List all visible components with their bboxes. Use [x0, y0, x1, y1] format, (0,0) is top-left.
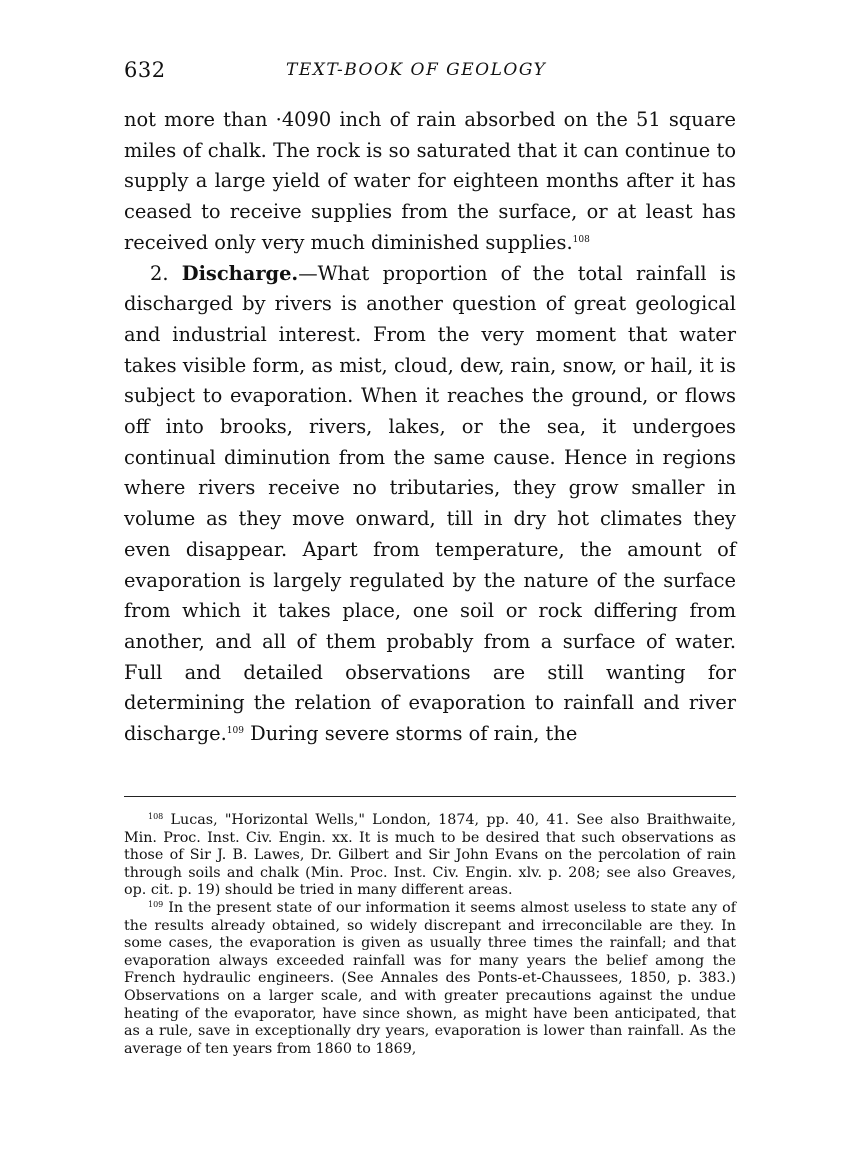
footnote-text: In the present state of our information it seems almost useless to state any of the results already obtained, so widely discrepant and irreconcilable are they. In some cases, the evaporation is given as usually three times the rainfall; and that evaporation always exceeded rainfall was for many years the belief among the French hydraulic engineers. (See Annales des Ponts-et-Chaussees, 1850, p. 383.) Observations on a larger scale, and with greater precautions against the undue heating of the evaporator, have since shown, as might have been anticipated, that as a rule, save in exceptionally dry years, evaporation is lower than rainfall. As the average of ten years from 1860 to 1869,	[124, 899, 736, 1057]
footnote	[124, 900, 736, 1058]
footnote-ref: 108	[572, 234, 590, 245]
section-number: 2.	[150, 261, 169, 285]
footnote-number: 109	[148, 899, 164, 909]
paragraph	[124, 259, 736, 750]
footnote-ref: 109	[226, 726, 244, 737]
paragraph-text: —What proportion of the total rainfall is discharged by rivers is another question of great geological and industrial interest. From the very moment that water takes visible form, as mist, cloud, dew, rain, snow, or hail, it is subject to evaporation. When it reaches the ground, or flows off into brooks, rivers, lakes, or the sea, it undergoes continual diminution from the same cause. Hence in regions where rivers receive no tributaries, they grow smaller in volume as they move onward, till in dry hot climates they even disappear. Apart from temperature, the amount of evaporation is largely regulated by the nature of the surface from which it takes place, one soil or rock differing from another, and all of them probably from a surface of water. Full and detailed observations are still wanting for determining the relation of evaporation to rainfall and river discharge.	[124, 261, 736, 746]
footnote	[124, 812, 736, 900]
paragraph	[124, 105, 736, 259]
page-number: 632	[124, 58, 166, 82]
paragraph-text: not more than ·4090 inch of rain absorbed on the 51 square miles of chalk. The rock is so saturated that it can continue to supply a large yield of water for eighteen months after it has ceased to receive supplies from the surface, or at least has received only very much diminished supplies.	[124, 108, 736, 254]
footnotes	[124, 812, 736, 1058]
footnote-text: Lucas, "Horizontal Wells," London, 1874, pp. 40, 41. See also Braithwaite, Min. Proc. Inst. Civ. Engin. xx. It is much to be desired that such observations as those of Sir J. B. Lawes, Dr. Gilbert and Sir John Evans on the percolation of rain through soils and chalk (Min. Proc. Inst. Civ. Engin. xlv. p. 208; see also Greaves, op. cit. p. 19) should be tried in many different areas.	[124, 812, 736, 899]
footnote-divider	[124, 796, 736, 797]
page-header	[124, 58, 736, 88]
section-heading: Discharge.	[181, 261, 299, 285]
body-text	[124, 105, 736, 750]
paragraph-text: During severe storms of rain, the	[243, 722, 578, 746]
running-title: TEXT-BOOK OF GEOLOGY	[286, 60, 547, 80]
footnote-number: 108	[148, 812, 164, 821]
